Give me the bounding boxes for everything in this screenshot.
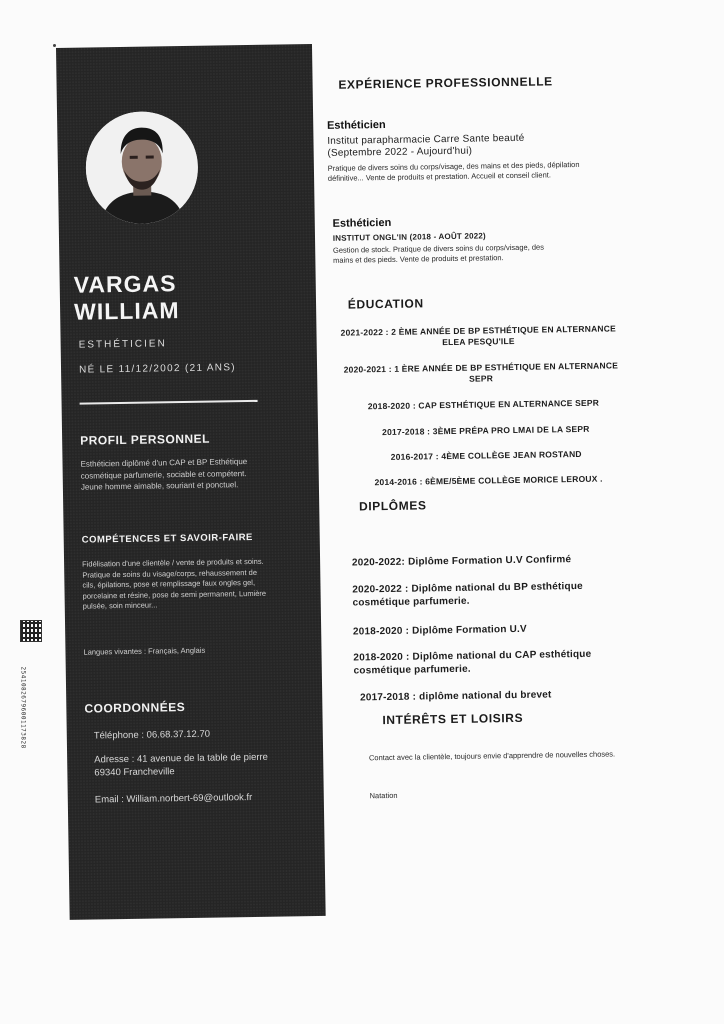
profil-title: PROFIL PERSONNEL <box>80 431 211 448</box>
portrait-icon <box>85 111 199 225</box>
diplome-item: 2020-2022: Diplôme Formation U.V Confirmé <box>351 554 572 569</box>
interets-title: INTÉRÊTS ET LOISIRS <box>382 710 524 728</box>
job-place: Institut parapharmacie Carre Sante beauté (Septembre 2022 - Aujourd'hui) <box>327 132 525 159</box>
scan-dot <box>53 44 56 47</box>
job-role: Esthéticien <box>326 118 386 132</box>
email-link[interactable]: Email : William.norbert-69@outlook.fr <box>94 792 253 806</box>
langues: Langues vivantes : Français, Anglais <box>83 645 206 657</box>
interet-item: Natation <box>369 790 398 801</box>
education-item: 2021-2022 : 2 ÈME ANNÉE DE BP ESTHÉTIQUE EN ALTERNANCE ELEA PESQU'ILE <box>340 323 616 348</box>
job-place: INSTITUT ONGL'IN (2018 - AOÛT 2022) <box>332 231 486 243</box>
name-line-1: VARGAS <box>73 270 177 298</box>
competences-text: Fidélisation d'une clientèle / vente de produits et soins. Pratique de soins du visage/corps, rehaussement de cils, épilations, pose et remplissage faux ongles gel, porcelaine et résine, pose de semi permanent, Lumière pulsée, soin minceur... <box>82 556 267 611</box>
birth-date: NÉ LE 11/12/2002 (21 ANS) <box>78 362 236 376</box>
education-item: 2018-2020 : CAP ESTHÉTIQUE EN ALTERNANCE SEPR <box>367 397 600 412</box>
job-description: Pratique de divers soins du corps/visage, des mains et des pieds, dépilation définitive... Vente de produits et prestation. Accueil et conseil client. <box>327 159 580 183</box>
adresse: Adresse : 41 avenue de la table de pierre 69340 Francheville <box>94 751 269 779</box>
qr-code-icon <box>20 620 42 642</box>
interet-item: Contact avec la clientèle, toujours envie d'apprendre de nouvelles choses. <box>368 749 616 763</box>
coordonnees-title: COORDONNÉES <box>84 700 186 716</box>
education-title: ÉDUCATION <box>347 296 424 312</box>
job-description: Gestion de stock. Pratique de divers soins du corps/visage, des mains et des pieds. Vente de produits et prestation. <box>332 242 544 265</box>
job-title: ESTHÉTICIEN <box>78 338 167 351</box>
experience-title: EXPÉRIENCE PROFESSIONNELLE <box>338 74 553 92</box>
education-item: 2020-2021 : 1 ÈRE ANNÉE DE BP ESTHÉTIQUE EN ALTERNANCE SEPR <box>343 360 619 384</box>
diplome-item: 2017-2018 : diplôme national du brevet <box>359 689 552 704</box>
competences-title: COMPÉTENCES ET SAVOIR-FAIRE <box>81 531 253 546</box>
telephone: Téléphone : 06.68.37.12.70 <box>93 728 211 742</box>
diplome-item: 2020-2022 : Diplôme national du BP esthétique cosmétique parfumerie. <box>352 580 583 609</box>
avatar <box>85 111 199 225</box>
job-role: Esthéticien <box>332 216 392 230</box>
divider <box>80 400 258 405</box>
profil-text: Esthéticien diplômé d'un CAP et BP Esthétique cosmétique parfumerie, sociable et compétent. Jeune homme aimable, souriant et ponctuel. <box>80 457 248 492</box>
main-content <box>320 54 712 820</box>
diplome-item: 2018-2020 : Diplôme Formation U.V <box>352 623 527 638</box>
sidebar <box>56 44 326 920</box>
diplomes-title: DIPLÔMES <box>358 498 427 514</box>
candidate-name <box>74 268 305 326</box>
document-code: 25410826796001173828 <box>19 666 27 749</box>
education-item: 2016-2017 : 4ÈME COLLÈGE JEAN ROSTAND <box>390 448 582 462</box>
education-item: 2014-2016 : 6ÈME/5ÈME COLLÈGE MORICE LEROUX . <box>374 473 603 488</box>
education-item: 2017-2018 : 3ÈME PRÉPA PRO LMAI DE LA SEPR <box>382 423 590 438</box>
diplome-item: 2018-2020 : Diplôme national du CAP esthétique cosmétique parfumerie. <box>353 648 592 677</box>
name-line-2: WILLIAM <box>73 297 180 325</box>
